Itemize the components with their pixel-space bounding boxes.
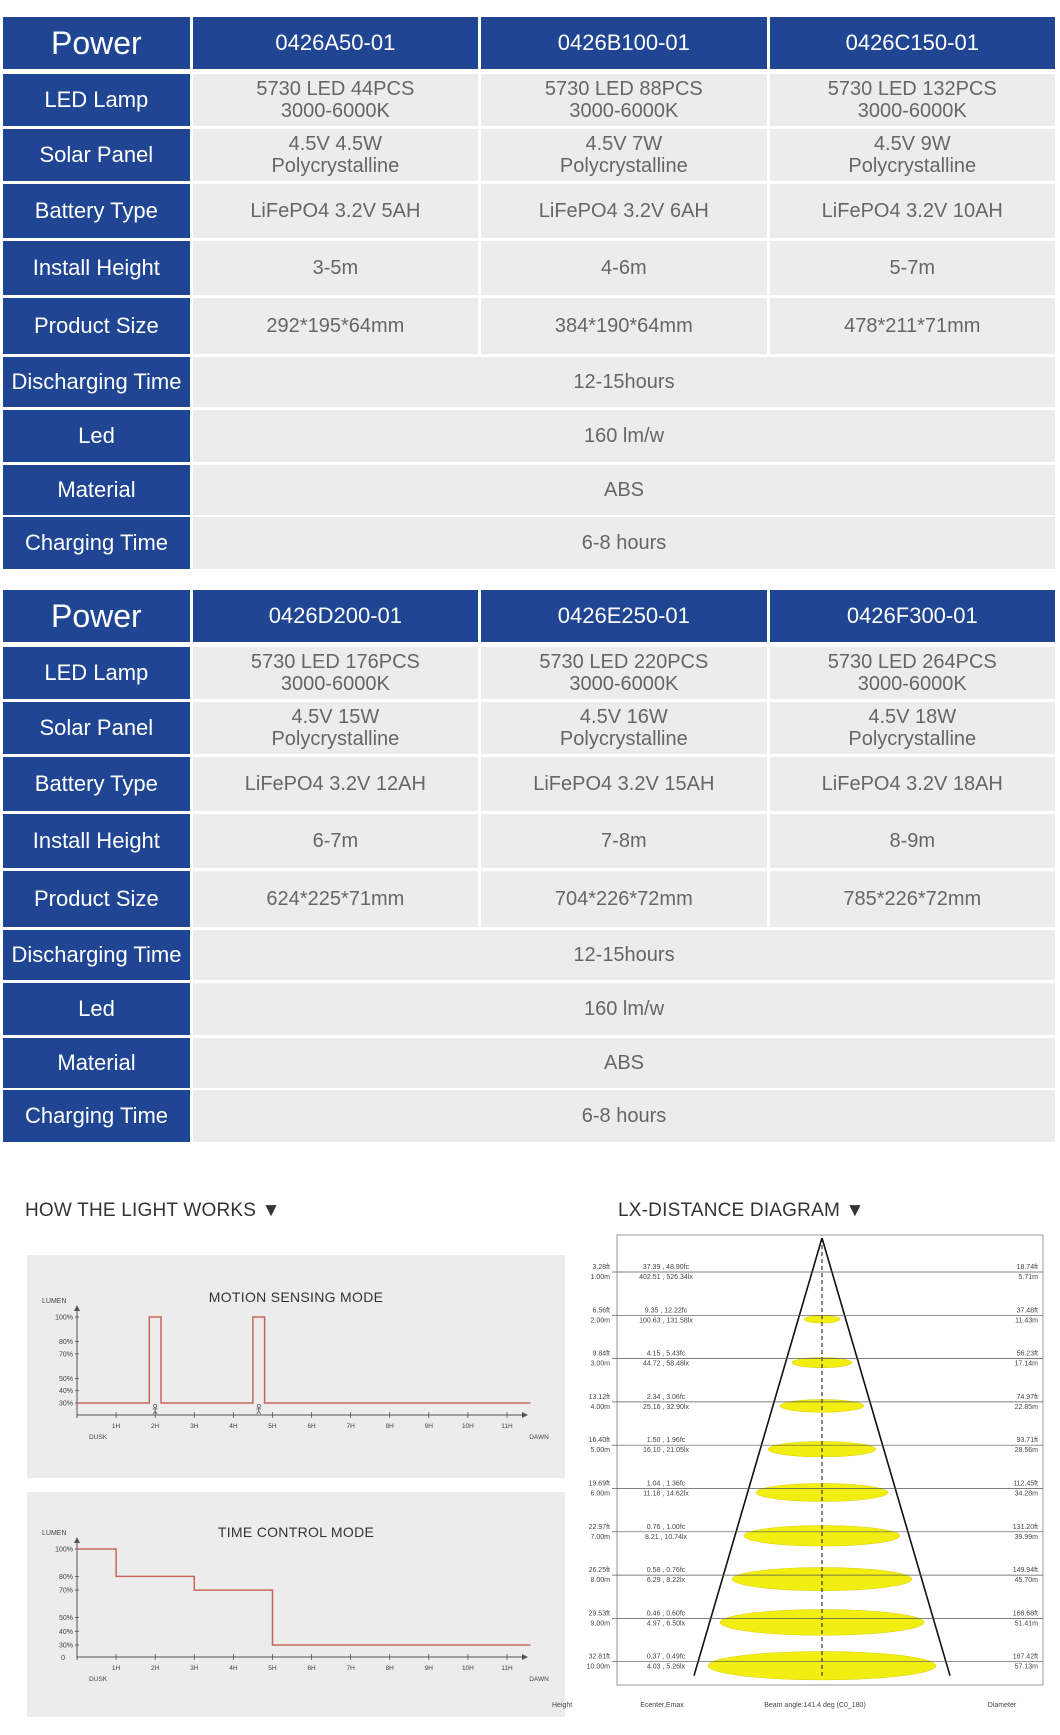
height-m-label: 5.00m [590,1447,610,1455]
row-label: Install Height [3,814,190,868]
value-cell [481,129,766,181]
value-line: Polycrystalline [559,728,688,750]
x-tick-label: 10H [461,1665,474,1672]
value-cell [193,184,478,238]
diameter-m-label: 28.56m [1014,1447,1038,1455]
value-cell [770,814,1055,868]
height-m-label: 1.00m [590,1274,610,1281]
illuminance-lx-label: 8.21 , 10.74lx [644,1533,688,1541]
diameter-ft-label: 18.74ft [1016,1264,1038,1271]
x-tick-label: 4H [229,1665,238,1672]
height-ft-label: 13.12ft [588,1393,610,1401]
value-cell [193,241,478,295]
row-label: Product Size [3,298,190,354]
value-cell [770,702,1055,754]
table-row [3,357,1055,407]
dusk-label: DUSK [89,1434,108,1441]
diameter-m-label: 51.41m [1014,1620,1038,1628]
diameter-m-label: 45.70m [1014,1577,1038,1585]
lx-distance-diagram [552,1235,1050,1715]
table-row [3,129,1055,181]
row-label: LED Lamp [3,647,190,699]
value-cell [193,757,478,811]
value-cell [193,702,478,754]
value-line: 478*211*71mm [844,315,981,337]
row-label: Battery Type [3,184,190,238]
height-m-label: 4.00m [590,1403,610,1411]
value-line: 5730 LED 220PCS [539,651,709,673]
diameter-ft-label: 168.68ft [1012,1610,1038,1618]
zero-label: 0 [61,1655,65,1662]
x-tick-label: 5H [268,1665,277,1672]
motion-sensing-panel [27,1255,565,1478]
value-cell [481,298,766,354]
value-line: 5730 LED 44PCS [256,78,415,100]
row-label: Charging Time [3,1090,190,1142]
dawn-label: DAWN [529,1676,549,1683]
row-label: LED Lamp [3,74,190,126]
x-tick-label: 3H [190,1423,199,1430]
table-row [3,517,1055,569]
illuminance-fc-label: 0.46 , 0.60fc [646,1610,686,1618]
table-header-row [3,17,1055,69]
illuminance-lx-label: 402.51 , 526.34lx [639,1274,693,1281]
model-header-cell: 0426B100-01 [481,17,766,69]
dawn-label: DAWN [529,1434,549,1441]
footer-height-label: Height [552,1702,573,1709]
illuminance-lx-label: 11.18 , 14.62lx [643,1490,689,1498]
row-label: Charging Time [3,517,190,569]
value-line: Polycrystalline [271,728,400,750]
illuminance-fc-label: 1.50 , 1.96fc [646,1437,686,1445]
value-line: 5730 LED 176PCS [250,651,420,673]
height-ft-label: 19.69ft [588,1480,610,1488]
value-line: LiFePO4 3.2V 12AH [244,773,426,795]
footer-ecenter-label: Ecenter,Emax [640,1702,684,1709]
y-tick-label: 30% [58,1642,73,1650]
value-cell [770,871,1055,927]
x-tick-label: 1H [111,1665,121,1672]
motion-sensing-title: MOTION SENSING MODE [208,1289,384,1305]
dusk-label: DUSK [89,1676,108,1683]
x-tick-label: 6H [307,1665,316,1672]
x-tick-label: 2H [151,1423,160,1430]
motion-lumen-line [77,1317,531,1403]
table-row [3,814,1055,868]
value-line: LiFePO4 3.2V 6AH [538,200,709,222]
table-row [3,298,1055,354]
row-label: Discharging Time [3,357,190,407]
spanned-value-cell: 6-8 hours [193,517,1055,569]
value-line: Polycrystalline [848,155,977,177]
person-body [256,1408,261,1414]
how-light-works-title: HOW THE LIGHT WORKS [25,1200,257,1221]
diameter-m-label: 17.14m [1014,1360,1038,1368]
illuminance-fc-label: 1.04 , 1.36fc [646,1480,686,1488]
y-axis-arrow [74,1305,80,1311]
y-axis-label: LUMEN [42,1298,67,1305]
value-line: 624*225*71mm [266,888,405,910]
x-tick-label: 2H [151,1665,160,1672]
y-tick-label: 80% [58,1339,73,1347]
table-row [3,1090,1055,1142]
value-line: 4-6m [601,257,647,279]
diameter-ft-label: 74.97ft [1016,1393,1038,1401]
illuminance-lx-label: 6.29 , 8.22lx [646,1577,686,1585]
y-tick-label: 70% [58,1351,73,1359]
diameter-m-label: 11.43m [1015,1317,1038,1325]
value-cell [770,298,1055,354]
header-power-cell: Power [3,17,190,69]
value-cell [481,74,766,126]
header-power-cell: Power [3,590,190,642]
value-cell [481,814,766,868]
row-label: Led [3,983,190,1035]
illuminance-fc-label: 0.37 , 0.49fc [646,1653,686,1661]
diameter-ft-label: 149.94ft [1012,1567,1038,1575]
row-label: Material [3,465,190,515]
value-cell [770,129,1055,181]
value-cell [193,871,478,927]
triangle-down-icon: ▼ [845,1200,865,1221]
value-cell [193,814,478,868]
height-m-label: 3.00m [590,1360,610,1368]
value-line: 704*226*72mm [554,888,693,910]
illuminance-fc-label: 9.35 , 12.22fc [644,1307,688,1315]
illuminance-lx-label: 44.72 , 58.48lx [643,1360,689,1368]
time-control-title: TIME CONTROL MODE [217,1524,375,1540]
value-cell [770,184,1055,238]
value-cell [193,298,478,354]
spanned-value-cell: 6-8 hours [193,1090,1055,1142]
y-tick-label: 70% [58,1587,73,1595]
value-line: 3-5m [312,257,359,279]
illuminance-lx-label: 100.63 , 131.58lx [639,1317,693,1325]
illuminance-fc-label: 4.15 , 5.43fc [646,1350,686,1358]
value-cell [193,647,478,699]
diameter-ft-label: 37.48ft [1016,1307,1038,1315]
diameter-m-label: 39.99m [1014,1533,1038,1541]
value-line: 8-9m [889,830,936,852]
spec-table-2 [3,590,1055,1163]
model-header-cell: 0426C150-01 [770,17,1055,69]
spec-table-1 [3,17,1055,590]
motion-sensing-chart [27,1255,565,1478]
value-cell [481,241,766,295]
y-tick-label: 100% [55,1546,73,1554]
diameter-ft-label: 93.71ft [1016,1437,1038,1445]
value-line: 3000-6000K [569,100,679,122]
value-cell [193,74,478,126]
table-row [3,241,1055,295]
x-tick-label: 11H [501,1665,513,1672]
illuminance-fc-label: 2.34 , 3.06fc [646,1393,686,1401]
height-ft-label: 29.53ft [588,1610,610,1618]
illuminance-lx-label: 25.16 , 32.90lx [643,1403,689,1411]
height-ft-label: 3.28ft [592,1264,610,1271]
y-tick-label: 50% [58,1615,73,1623]
spanned-value-cell: ABS [193,1038,1055,1088]
y-tick-label: 40% [58,1628,73,1636]
illuminance-fc-label: 0.76 , 1.00fc [646,1523,686,1531]
table-row [3,983,1055,1035]
x-tick-label: 7H [346,1423,355,1430]
diameter-ft-label: 56.23ft [1016,1350,1038,1358]
height-ft-label: 9.84ft [592,1350,610,1358]
x-tick-label: 3H [190,1665,199,1672]
model-header-cell: 0426D200-01 [193,590,478,642]
triangle-down-icon: ▼ [261,1200,281,1221]
illuminance-lx-label: 4.03 , 5.26lx [646,1663,686,1671]
illuminance-lx-label: 16.10 , 21.05lx [643,1447,689,1455]
height-m-label: 7.00m [590,1533,610,1541]
value-line: 4.5V 4.5W [288,133,383,155]
height-ft-label: 16.40ft [588,1437,610,1445]
table-row [3,757,1055,811]
height-m-label: 10.00m [586,1663,610,1671]
table-row [3,465,1055,515]
value-line: 4.5V 16W [579,706,668,728]
value-line: Polycrystalline [559,155,688,177]
y-axis-arrow [74,1537,80,1543]
y-tick-label: 80% [58,1573,73,1581]
lx-distance-title: LX-DISTANCE DIAGRAM [618,1200,840,1221]
value-line: 5-7m [889,257,936,279]
value-cell [481,702,766,754]
row-label: Solar Panel [3,129,190,181]
value-line: 4.5V 9W [873,133,951,155]
table-row [3,647,1055,699]
spanned-value-cell: 160 lm/w [193,410,1055,462]
diameter-ft-label: 187.42ft [1012,1653,1038,1661]
row-label: Led [3,410,190,462]
diameter-ft-label: 112.45ft [1013,1480,1038,1488]
spanned-value-cell: 12-15hours [193,930,1055,980]
value-line: LiFePO4 3.2V 10AH [821,200,1003,222]
value-cell [481,757,766,811]
x-tick-label: 6H [307,1423,316,1430]
x-tick-label: 9H [424,1665,433,1672]
value-line: 4.5V 7W [585,133,663,155]
spanned-value-cell: ABS [193,465,1055,515]
value-cell [481,647,766,699]
value-cell [770,647,1055,699]
diameter-ft-label: 131.20ft [1012,1523,1038,1531]
x-tick-label: 11H [501,1423,513,1430]
height-ft-label: 26.25ft [588,1567,610,1575]
row-label: Install Height [3,241,190,295]
value-line: 5730 LED 132PCS [827,78,997,100]
value-line: 292*195*64mm [266,315,405,337]
x-tick-label: 8H [385,1665,394,1672]
footer-beam-angle-label: Beam angle:141.4 deg (C0_180) [764,1702,866,1709]
value-line: 3000-6000K [280,100,390,122]
x-tick-label: 10H [461,1423,474,1430]
table-row [3,184,1055,238]
x-tick-label: 5H [268,1423,277,1430]
height-ft-label: 6.56ft [592,1307,610,1315]
value-line: 4.5V 15W [291,706,380,728]
person-head [154,1404,157,1407]
value-line: 3000-6000K [569,673,679,695]
diameter-m-label: 57.13m [1014,1663,1038,1671]
table-row [3,74,1055,126]
time-control-chart [27,1492,565,1717]
y-tick-label: 100% [55,1314,73,1322]
table-row [3,1038,1055,1088]
value-line: 5730 LED 264PCS [827,651,997,673]
value-line: Polycrystalline [848,728,977,750]
table-row [3,702,1055,754]
height-m-label: 2.00m [590,1317,610,1325]
spanned-value-cell: 160 lm/w [193,983,1055,1035]
value-line: 3000-6000K [857,673,967,695]
value-line: 785*226*72mm [843,888,982,910]
model-header-cell: 0426A50-01 [193,17,478,69]
value-line: 5730 LED 88PCS [544,78,703,100]
footer-diameter-label: Diameter [987,1702,1017,1709]
value-line: LiFePO4 3.2V 5AH [250,200,421,222]
value-line: LiFePO4 3.2V 15AH [533,773,715,795]
value-line: 4.5V 18W [868,706,957,728]
illuminance-lx-label: 4.97 , 6.50lx [646,1620,686,1628]
row-label: Material [3,1038,190,1088]
diameter-m-label: 5.71m [1018,1274,1038,1281]
value-line: 3000-6000K [280,673,390,695]
value-cell [193,129,478,181]
value-cell [481,871,766,927]
value-cell [481,184,766,238]
illuminance-fc-label: 37.39 , 48.90fc [642,1264,690,1271]
y-tick-label: 40% [58,1388,73,1396]
value-cell [770,757,1055,811]
value-line: LiFePO4 3.2V 18AH [821,773,1003,795]
x-tick-label: 8H [385,1423,394,1430]
person-icon [256,1404,261,1414]
table-row [3,930,1055,980]
model-header-cell: 0426F300-01 [770,590,1055,642]
value-cell [770,241,1055,295]
time-lumen-line [77,1549,531,1645]
row-label: Solar Panel [3,702,190,754]
x-axis-arrow [522,1412,528,1418]
value-line: 7-8m [601,830,647,852]
person-head [257,1404,260,1407]
row-label: Product Size [3,871,190,927]
x-tick-label: 7H [346,1665,355,1672]
value-cell [770,74,1055,126]
value-line: 384*190*64mm [554,315,693,337]
x-tick-label: 4H [229,1423,238,1430]
diameter-m-label: 22.85m [1014,1403,1038,1411]
height-ft-label: 32.81ft [588,1653,610,1661]
table-row [3,871,1055,927]
y-axis-label: LUMEN [42,1530,67,1537]
value-line: 3000-6000K [857,100,967,122]
diameter-m-label: 34.28m [1014,1490,1038,1498]
height-m-label: 8.00m [590,1577,610,1585]
height-ft-label: 22.97ft [588,1523,610,1531]
table-header-row [3,590,1055,642]
illuminance-fc-label: 0.58 , 0.76fc [646,1567,686,1575]
height-m-label: 6.00m [590,1490,610,1498]
model-header-cell: 0426E250-01 [481,590,766,642]
table-row [3,410,1055,462]
y-tick-label: 30% [58,1400,73,1408]
time-control-panel [27,1492,565,1717]
x-axis-arrow [522,1654,528,1660]
value-line: Polycrystalline [271,155,400,177]
y-tick-label: 50% [58,1375,73,1383]
value-line: 6-7m [312,830,359,852]
row-label: Battery Type [3,757,190,811]
x-tick-label: 9H [424,1423,433,1430]
row-label: Discharging Time [3,930,190,980]
spanned-value-cell: 12-15hours [193,357,1055,407]
how-light-works-heading [25,1200,281,1222]
lx-distance-heading [618,1200,864,1222]
x-tick-label: 1H [111,1423,121,1430]
height-m-label: 9.00m [590,1620,610,1628]
